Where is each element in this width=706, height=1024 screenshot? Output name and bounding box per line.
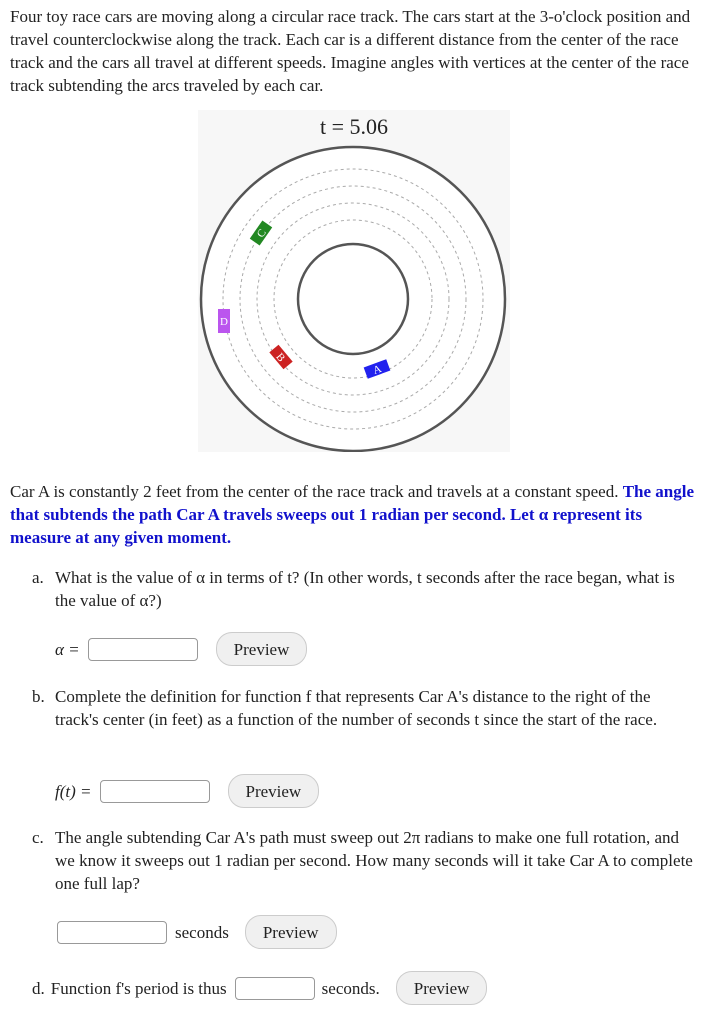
preview-b-button[interactable]: Preview — [228, 774, 320, 808]
preview-c-button[interactable]: Preview — [245, 915, 337, 949]
question-a-text: What is the value of α in terms of t? (In other words, t seconds after the race began, what is the value of α?) — [55, 568, 675, 610]
car-a-description-plain: Car A is constantly 2 feet from the center of the race track and travels at a constant speed. — [10, 482, 623, 501]
car-d-label: D — [220, 316, 228, 328]
question-a — [32, 566, 697, 612]
answer-b-lhs: f(t) = — [55, 781, 92, 801]
car-a-description-emphasis: The angle that subtends the path Car A travels sweeps out 1 radian per second. Let α represent its measure at any given moment. — [10, 482, 695, 547]
car-d — [218, 309, 230, 333]
question-b — [32, 685, 697, 731]
car-a-description — [10, 480, 700, 549]
answer-c-unit: seconds — [175, 922, 229, 942]
answer-b-input[interactable] — [100, 780, 210, 803]
preview-a-button[interactable]: Preview — [216, 632, 308, 666]
car-b-label: B — [273, 350, 288, 365]
question-b-label: b. — [32, 687, 45, 706]
question-d-label: d. — [32, 978, 45, 998]
answer-a-input[interactable] — [88, 638, 198, 661]
answer-a-lhs: α = — [55, 639, 80, 659]
question-d-text: Function f's period is thus — [50, 978, 227, 998]
race-track-figure — [198, 110, 510, 452]
intro-paragraph: Four toy race cars are moving along a circular race track. The cars start at the 3-o'clock position and travel counterclockwise along the track. Each car is a different distance from the center of the race track and the cars all travel at different speeds. Imagine angles with vertices at the center of the race track subtending the arcs traveled by each car. — [10, 7, 691, 95]
answer-b-row — [55, 774, 319, 808]
answer-d-input[interactable] — [235, 977, 315, 1000]
question-c — [32, 826, 697, 895]
race-track-svg — [198, 110, 510, 452]
question-b-text: Complete the definition for function f that represents Car A's distance to the right of the track's center (in feet) as a function of the number of seconds t since the start of the race. — [55, 687, 658, 729]
question-d-row — [32, 971, 487, 1005]
question-a-label: a. — [32, 568, 44, 587]
answer-c-row — [57, 915, 337, 949]
question-c-text: The angle subtending Car A's path must sweep out 2π radians to make one full rotation, and we know it sweeps out 1 radian per second. How many seconds will it take Car A to complete one full lap? — [55, 828, 693, 893]
answer-d-unit: seconds. — [321, 978, 380, 998]
time-label: t = 5.06 — [319, 114, 389, 139]
question-c-label: c. — [32, 828, 44, 847]
car-a-label: A — [371, 362, 384, 377]
inner-track-edge — [298, 244, 408, 354]
answer-a-row — [55, 632, 307, 666]
answer-c-input[interactable] — [57, 921, 167, 944]
preview-d-button[interactable]: Preview — [396, 971, 488, 1005]
car-c-label: C — [254, 227, 269, 241]
